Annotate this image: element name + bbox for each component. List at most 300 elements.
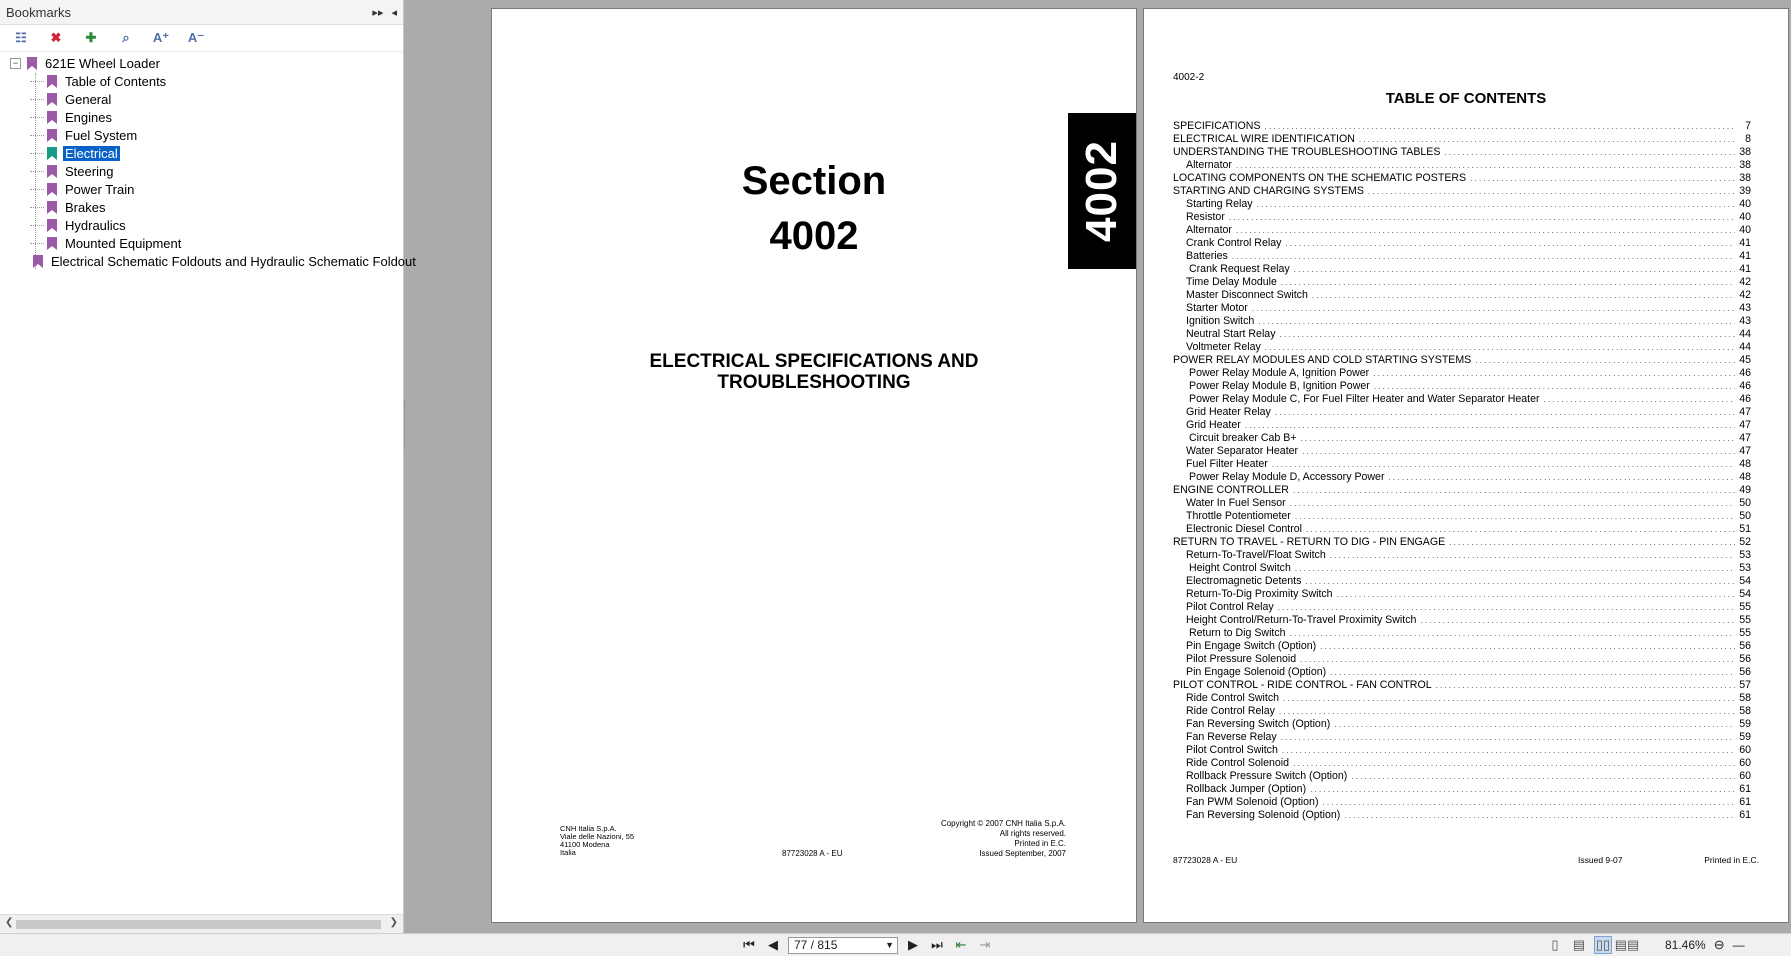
toc-entry-title: Pilot Control Relay	[1186, 601, 1274, 613]
panel-splitter[interactable]	[404, 400, 408, 450]
toc-leader	[1544, 393, 1735, 405]
toc-entry-title: Electromagnetic Detents	[1186, 575, 1302, 587]
toc-entry[interactable]	[1173, 198, 1751, 211]
bookmark-item-label: Power Train	[65, 181, 135, 197]
toc-leader	[1265, 120, 1735, 132]
toc-entry[interactable]	[1173, 601, 1751, 614]
bookmark-root[interactable]	[0, 54, 403, 72]
toc-leader	[1290, 497, 1735, 509]
bookmark-icon	[47, 75, 57, 88]
toc-entry[interactable]	[1173, 770, 1751, 783]
toc-entry[interactable]	[1173, 328, 1751, 341]
toc-entry-page: 8	[1745, 133, 1751, 145]
toc-leader	[1280, 328, 1736, 340]
toc-entry[interactable]	[1173, 250, 1751, 263]
toc-entry-page: 41	[1739, 263, 1751, 275]
toc-entry[interactable]	[1173, 393, 1751, 406]
toc-leader	[1300, 653, 1735, 665]
bookmark-item-label: Table of Contents	[65, 73, 167, 89]
toc-leader	[1265, 341, 1735, 353]
bookmark-item[interactable]	[0, 108, 403, 126]
toc-entry[interactable]	[1173, 809, 1751, 822]
bookmark-icon	[47, 219, 57, 232]
toc-entry-page: 60	[1739, 744, 1751, 756]
bookmarks-title: Bookmarks	[6, 4, 72, 20]
toc-entry[interactable]	[1173, 445, 1751, 458]
toc-leader	[1310, 783, 1735, 795]
page-number: 4002-2	[1173, 72, 1205, 83]
collapse-panel-icon[interactable]: ◂	[391, 6, 397, 19]
toc-entry[interactable]	[1173, 276, 1751, 289]
toc-entry-title: Resistor	[1186, 211, 1225, 223]
toc-entry-page: 55	[1739, 601, 1751, 613]
toc-entry-title: Water In Fuel Sensor	[1186, 497, 1286, 509]
bookmark-item-label: Hydraulics	[65, 217, 126, 233]
toc-leader	[1475, 354, 1735, 366]
toc-entry[interactable]	[1173, 458, 1751, 471]
toc-entry-title: Throttle Potentiometer	[1186, 510, 1291, 522]
toc-entry[interactable]	[1173, 289, 1751, 302]
toc-entry-page: 47	[1739, 406, 1751, 418]
toc-entry-title: Master Disconnect Switch	[1186, 289, 1308, 301]
toc-leader	[1337, 588, 1735, 600]
bookmark-item-label: General	[65, 91, 112, 107]
toc-leader	[1258, 315, 1735, 327]
section-subtitle: ELECTRICAL SPECIFICATIONS AND TROUBLESHOOTING	[649, 351, 979, 393]
toc-leader	[1306, 523, 1735, 535]
toc-entry-page: 53	[1739, 549, 1751, 561]
toc-entry-page: 47	[1739, 445, 1751, 457]
toc-entry[interactable]	[1173, 354, 1751, 367]
toc-entry-title: Starting Relay	[1186, 198, 1253, 210]
toc-entry[interactable]	[1173, 224, 1751, 237]
toc-entry[interactable]	[1173, 432, 1751, 445]
scroll-thumb[interactable]	[16, 920, 381, 929]
toc-entry-title: Water Separator Heater	[1186, 445, 1299, 457]
toc-entry-title: LOCATING COMPONENTS ON THE SCHEMATIC POSTERS	[1173, 172, 1467, 184]
toc-leader	[1334, 718, 1735, 730]
toc-title: TABLE OF CONTENTS	[1385, 90, 1547, 107]
footer-printed: Printed in E.C.	[1704, 855, 1759, 865]
bookmark-item-label: Brakes	[65, 199, 106, 215]
toc-leader	[1279, 705, 1735, 717]
toc-list	[1173, 120, 1751, 822]
toc-entry-title: RETURN TO TRAVEL - RETURN TO DIG - PIN ENGAGE	[1173, 536, 1446, 548]
toc-entry-title: Power Relay Module B, Ignition Power	[1189, 380, 1370, 392]
view-mode-group	[1546, 936, 1640, 954]
toc-entry-title: PILOT CONTROL - RIDE CONTROL - FAN CONTROL	[1173, 679, 1432, 691]
toc-leader	[1283, 692, 1735, 704]
bookmark-item[interactable]	[0, 198, 403, 216]
sidebar-horizontal-scrollbar[interactable]	[0, 914, 403, 933]
zoom-out-icon[interactable]: ⊖	[1713, 937, 1725, 952]
toc-entry-title: Crank Control Relay	[1186, 237, 1282, 249]
toc-entry[interactable]	[1173, 679, 1751, 692]
collapse-tree-icon[interactable]: −	[10, 58, 21, 69]
toc-entry-title: Alternator	[1186, 224, 1232, 236]
toc-leader	[1305, 575, 1735, 587]
toc-leader	[1470, 172, 1735, 184]
toc-entry[interactable]	[1173, 757, 1751, 770]
toc-entry-page: 47	[1739, 432, 1751, 444]
toc-leader	[1245, 419, 1735, 431]
toc-entry[interactable]	[1173, 575, 1751, 588]
toc-entry-page: 7	[1745, 120, 1751, 132]
toc-entry-title: Rollback Jumper (Option)	[1186, 783, 1307, 795]
toc-entry-page: 42	[1739, 289, 1751, 301]
toc-entry-page: 55	[1739, 627, 1751, 639]
toc-leader	[1351, 770, 1735, 782]
toc-entry-title: Return-To-Travel/Float Switch	[1186, 549, 1326, 561]
toc-entry-page: 47	[1739, 419, 1751, 431]
toc-entry-title: Fan PWM Solenoid (Option)	[1186, 796, 1319, 808]
bookmarks-toolbar	[0, 25, 403, 52]
bookmark-item[interactable]	[0, 144, 403, 162]
toc-entry-page: 40	[1739, 211, 1751, 223]
toc-entry-title: Pin Engage Solenoid (Option)	[1186, 666, 1327, 678]
toc-leader	[1368, 185, 1735, 197]
toc-leader	[1344, 809, 1735, 821]
decrease-text-size-icon[interactable]: A⁻	[187, 30, 205, 45]
toc-entry-page: 44	[1739, 328, 1751, 340]
toc-entry-title: Circuit breaker Cab B+	[1189, 432, 1297, 444]
toc-leader	[1444, 146, 1735, 158]
toc-entry-page: 58	[1739, 692, 1751, 704]
toc-leader	[1388, 471, 1735, 483]
toc-entry[interactable]	[1173, 172, 1751, 185]
toc-entry-title: Neutral Start Relay	[1186, 328, 1276, 340]
toc-entry[interactable]	[1173, 341, 1751, 354]
toc-entry-title: Electronic Diesel Control	[1186, 523, 1302, 535]
toc-entry[interactable]	[1173, 640, 1751, 653]
toc-entry[interactable]	[1173, 523, 1751, 536]
toc-leader	[1312, 289, 1735, 301]
toc-entry[interactable]	[1173, 146, 1751, 159]
page-dropdown-icon[interactable]: ▼	[885, 940, 894, 950]
toc-entry-title: Height Control/Return-To-Travel Proximity Switch	[1186, 614, 1417, 626]
toc-entry[interactable]	[1173, 211, 1751, 224]
toc-leader	[1285, 237, 1735, 249]
bookmark-icon	[47, 93, 57, 106]
toc-entry[interactable]	[1173, 666, 1751, 679]
bookmark-icon	[47, 129, 57, 142]
previous-page-icon[interactable]: ◀	[768, 937, 778, 952]
toc-leader	[1293, 484, 1735, 496]
bookmark-item-label: Engines	[65, 109, 112, 125]
toc-entry[interactable]	[1173, 367, 1751, 380]
bookmark-icon	[47, 111, 57, 124]
toc-entry-title: Power Relay Module D, Accessory Power	[1189, 471, 1385, 483]
continuous-facing-view-icon[interactable]: ▤▤	[1614, 937, 1640, 952]
toc-entry[interactable]	[1173, 588, 1751, 601]
delete-bookmark-icon[interactable]: ✖	[50, 30, 62, 45]
toc-entry-page: 46	[1739, 367, 1751, 379]
bookmark-item-label: Electrical Schematic Foldouts and Hydraulic Schematic Foldout	[51, 253, 416, 269]
toc-leader	[1236, 224, 1735, 236]
scroll-left-icon[interactable]: ❮	[5, 917, 14, 928]
bookmark-item[interactable]	[0, 252, 416, 270]
facing-view-icon[interactable]: ▯▯	[1595, 937, 1611, 952]
find-bookmark-icon[interactable]: ⌕	[122, 30, 130, 45]
document-page-left	[491, 8, 1137, 923]
toc-entry-page: 48	[1739, 471, 1751, 483]
toc-entry-title: Crank Request Relay	[1189, 263, 1290, 275]
zoom-control	[1665, 937, 1745, 953]
toc-entry[interactable]	[1173, 185, 1751, 198]
toc-leader	[1232, 250, 1735, 262]
toc-entry-page: 54	[1739, 575, 1751, 587]
toc-entry-page: 61	[1739, 783, 1751, 795]
toc-entry[interactable]	[1173, 315, 1751, 328]
bookmark-root-label: 621E Wheel Loader	[45, 55, 160, 71]
toc-entry-page: 60	[1739, 770, 1751, 782]
toc-entry-title: Ride Control Solenoid	[1186, 757, 1290, 769]
toc-entry-title: STARTING AND CHARGING SYSTEMS	[1173, 185, 1364, 197]
add-bookmark-icon[interactable]: ✚	[85, 30, 97, 45]
toc-entry-page: 53	[1739, 562, 1751, 574]
toc-entry-page: 49	[1739, 484, 1751, 496]
last-page-icon[interactable]: ⏭	[931, 937, 943, 952]
toc-entry-page: 57	[1739, 679, 1751, 691]
toc-entry-title: Pilot Pressure Solenoid	[1186, 653, 1297, 665]
toc-leader	[1295, 510, 1735, 522]
bookmark-item[interactable]	[0, 180, 403, 198]
toc-entry[interactable]	[1173, 562, 1751, 575]
toc-entry-page: 42	[1739, 276, 1751, 288]
toc-entry-title: Fan Reverse Relay	[1186, 731, 1277, 743]
toc-entry-title: Power Relay Module C, For Fuel Filter Heater and Water Separator Heater	[1189, 393, 1540, 405]
section-number: 4002	[769, 214, 859, 258]
toc-leader	[1294, 263, 1735, 275]
toc-entry-page: 52	[1739, 536, 1751, 548]
toc-entry-title: Batteries	[1186, 250, 1228, 262]
toc-leader	[1229, 211, 1735, 223]
toc-entry[interactable]	[1173, 159, 1751, 172]
bookmark-icon	[47, 147, 57, 160]
toc-entry-title: Time Delay Module	[1186, 276, 1277, 288]
zoom-level: 81.46%	[1665, 938, 1706, 952]
toc-entry-title: Fan Reversing Solenoid (Option)	[1186, 809, 1341, 821]
toc-leader	[1282, 744, 1735, 756]
bookmark-icon	[47, 201, 57, 214]
toc-entry-title: Fuel Filter Heater	[1186, 458, 1268, 470]
toc-entry[interactable]	[1173, 120, 1751, 133]
toc-entry[interactable]	[1173, 536, 1751, 549]
toc-entry[interactable]	[1173, 133, 1751, 146]
toc-leader	[1281, 276, 1735, 288]
toc-leader	[1420, 614, 1735, 626]
toc-entry[interactable]	[1173, 796, 1751, 809]
page-number-input[interactable]: 77 / 815 ▼	[788, 937, 898, 954]
toc-entry-title: ELECTRICAL WIRE IDENTIFICATION	[1173, 133, 1355, 145]
toc-entry-title: Return to Dig Switch	[1189, 627, 1286, 639]
toc-entry-page: 41	[1739, 250, 1751, 262]
toc-entry-page: 39	[1739, 185, 1751, 197]
toc-entry[interactable]	[1173, 783, 1751, 796]
toc-leader	[1236, 159, 1735, 171]
toc-entry-title: Height Control Switch	[1189, 562, 1291, 574]
expand-bookmarks-icon[interactable]: ☷	[15, 30, 27, 45]
document-code: 87723028 A - EU	[782, 849, 843, 858]
toc-entry-page: 54	[1739, 588, 1751, 600]
increase-text-size-icon[interactable]: A⁺	[152, 30, 170, 45]
footer-doc-code: 87723028 A - EU	[1173, 855, 1238, 865]
toc-leader	[1330, 666, 1735, 678]
toc-entry-title: Pin Engage Switch (Option)	[1186, 640, 1317, 652]
toc-entry[interactable]	[1173, 653, 1751, 666]
toc-entry-page: 46	[1739, 380, 1751, 392]
toc-entry-title: Grid Heater	[1186, 419, 1241, 431]
bookmark-item-label: Steering	[65, 163, 114, 179]
copyright-block: Copyright © 2007 CNH Italia S.p.A. All rights reserved. Printed in E.C. Issued September, 2007	[940, 819, 1066, 858]
bookmark-item[interactable]	[0, 162, 403, 180]
toc-leader	[1252, 302, 1735, 314]
toc-entry[interactable]	[1173, 471, 1751, 484]
toc-entry-page: 50	[1739, 510, 1751, 522]
toc-entry-page: 60	[1739, 757, 1751, 769]
toc-entry-page: 43	[1739, 302, 1751, 314]
document-page-right	[1143, 8, 1789, 923]
toc-entry[interactable]	[1173, 510, 1751, 523]
toc-entry[interactable]	[1173, 692, 1751, 705]
continuous-view-icon[interactable]: ▤	[1572, 937, 1586, 952]
toc-entry-page: 56	[1739, 653, 1751, 665]
bookmark-item-label: Mounted Equipment	[65, 235, 182, 251]
toc-entry[interactable]	[1173, 419, 1751, 432]
toc-entry-title: Voltmeter Relay	[1186, 341, 1261, 353]
bookmark-item-label: Fuel System	[65, 127, 138, 143]
bookmark-item[interactable]	[0, 90, 403, 108]
toc-entry-title: Fan Reversing Switch (Option)	[1186, 718, 1331, 730]
bookmark-tree	[0, 52, 416, 270]
toc-entry-title: Starter Motor	[1186, 302, 1248, 314]
bookmark-icon	[27, 57, 37, 70]
section-tab: 4002	[1068, 113, 1136, 269]
toc-entry[interactable]	[1173, 380, 1751, 393]
bookmark-icon	[47, 165, 57, 178]
toc-entry-title: Alternator	[1186, 159, 1232, 171]
toc-leader	[1330, 549, 1735, 561]
toc-entry-page: 40	[1739, 198, 1751, 210]
toc-entry-title: Ride Control Switch	[1186, 692, 1280, 704]
toc-leader	[1320, 640, 1735, 652]
toc-leader	[1257, 198, 1735, 210]
toc-entry-title: ENGINE CONTROLLER	[1173, 484, 1289, 496]
toc-entry-page: 59	[1739, 718, 1751, 730]
toc-entry[interactable]	[1173, 549, 1751, 562]
publisher-address: CNH Italia S.p.A. Viale delle Nazioni, 55 41100 Modena Italia	[560, 824, 635, 857]
toc-entry-title: Power Relay Module A, Ignition Power	[1189, 367, 1370, 379]
toc-entry-title: Return-To-Dig Proximity Switch	[1186, 588, 1333, 600]
toc-leader	[1295, 562, 1735, 574]
bookmark-icon	[47, 237, 57, 250]
toc-entry-page: 40	[1739, 224, 1751, 236]
toc-entry-page: 51	[1739, 523, 1751, 535]
bookmarks-header	[0, 0, 403, 25]
next-view-icon[interactable]: ⇥	[979, 937, 991, 952]
next-page-icon[interactable]: ▶	[908, 937, 918, 952]
toc-leader	[1374, 380, 1735, 392]
toc-entry-title: Ignition Switch	[1186, 315, 1255, 327]
toc-entry-page: 38	[1739, 159, 1751, 171]
toc-entry-title: Ride Control Relay	[1186, 705, 1275, 717]
toc-leader	[1373, 367, 1735, 379]
page-navigation	[740, 936, 994, 954]
toc-entry-page: 43	[1739, 315, 1751, 327]
toc-entry[interactable]	[1173, 263, 1751, 276]
first-page-icon[interactable]: ⏮	[743, 937, 755, 952]
bookmark-icon	[47, 183, 57, 196]
toc-entry-page: 38	[1739, 146, 1751, 158]
bookmark-item-label: Electrical	[65, 145, 118, 161]
toc-entry-page: 55	[1739, 614, 1751, 626]
scroll-right-icon[interactable]: ❯	[389, 917, 398, 928]
section-label: Section	[741, 159, 887, 203]
toc-entry[interactable]	[1173, 744, 1751, 757]
toc-entry-title: Grid Heater Relay	[1186, 406, 1271, 418]
toc-entry-page: 41	[1739, 237, 1751, 249]
toc-entry-page: 61	[1739, 809, 1751, 821]
toc-leader	[1275, 406, 1735, 418]
toc-entry-title: UNDERSTANDING THE TROUBLESHOOTING TABLES	[1173, 146, 1441, 158]
expand-panel-icon[interactable]: ▸▸	[372, 6, 384, 19]
single-page-view-icon[interactable]: ▯	[1551, 937, 1559, 952]
toc-leader	[1322, 796, 1735, 808]
toc-entry-page: 48	[1739, 458, 1751, 470]
toc-entry[interactable]	[1173, 731, 1751, 744]
toc-entry[interactable]	[1173, 484, 1751, 497]
bookmark-item[interactable]	[0, 234, 403, 252]
toc-entry[interactable]	[1173, 627, 1751, 640]
bookmark-item[interactable]	[0, 126, 403, 144]
bookmark-icon	[33, 255, 43, 268]
toc-leader	[1436, 679, 1735, 691]
toc-leader	[1272, 458, 1735, 470]
toc-entry[interactable]	[1173, 406, 1751, 419]
toc-leader	[1302, 445, 1735, 457]
toc-entry-page: 58	[1739, 705, 1751, 717]
toc-leader	[1281, 731, 1735, 743]
toc-entry[interactable]	[1173, 705, 1751, 718]
toc-entry-page: 56	[1739, 666, 1751, 678]
toc-leader	[1293, 757, 1735, 769]
toc-entry[interactable]	[1173, 302, 1751, 315]
toc-entry-title: SPECIFICATIONS	[1173, 120, 1261, 132]
bookmark-item[interactable]	[0, 72, 403, 90]
toc-leader	[1449, 536, 1735, 548]
toc-entry-page: 61	[1739, 796, 1751, 808]
bookmarks-panel	[0, 0, 416, 933]
status-bar	[0, 933, 1791, 956]
toc-entry-page: 38	[1739, 172, 1751, 184]
toc-entry-page: 50	[1739, 497, 1751, 509]
toc-entry-title: POWER RELAY MODULES AND COLD STARTING SYSTEMS	[1173, 354, 1472, 366]
bookmark-item[interactable]	[0, 216, 403, 234]
toc-entry-page: 56	[1739, 640, 1751, 652]
toc-entry[interactable]	[1173, 237, 1751, 250]
toc-entry-title: Pilot Control Switch	[1186, 744, 1278, 756]
toc-leader	[1290, 627, 1735, 639]
toc-entry[interactable]	[1173, 614, 1751, 627]
toc-entry-page: 45	[1739, 354, 1751, 366]
footer-issued: Issued 9-07	[1578, 855, 1623, 865]
toc-entry[interactable]	[1173, 718, 1751, 731]
zoom-slider[interactable]: —	[1732, 938, 1745, 952]
previous-view-icon[interactable]: ⇤	[955, 937, 967, 952]
toc-entry[interactable]	[1173, 497, 1751, 510]
toc-leader	[1359, 133, 1735, 145]
toc-leader	[1300, 432, 1735, 444]
